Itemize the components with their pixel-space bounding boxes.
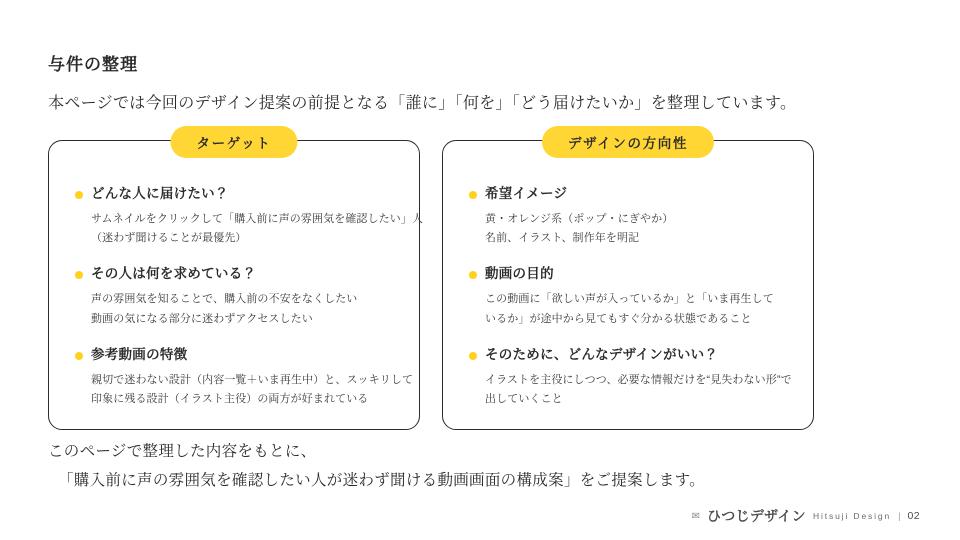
page-title: 与件の整理	[48, 55, 139, 74]
bullet-icon	[469, 271, 477, 279]
closing-text	[48, 438, 705, 495]
block-title: そのために、どんなデザインがいい？	[485, 346, 719, 362]
block-body-line: 声の雰囲気を知ることで、購入前の不安をなくしたい	[91, 293, 358, 306]
block-direction-3	[469, 346, 792, 409]
block-title: 動画の目的	[485, 266, 554, 282]
bullet-icon	[75, 352, 83, 360]
block-target-3	[75, 346, 414, 409]
block-body-line: 出していくこと	[485, 392, 563, 405]
logo-icon: ✉	[691, 510, 700, 522]
card-label-direction: デザインの方向性	[542, 126, 714, 158]
bullet-icon	[75, 191, 83, 199]
closing-line-1: このページで整理した内容をもとに、	[48, 443, 317, 460]
block-body	[485, 210, 787, 249]
block-body-line: 名前、イラスト、制作年を明記	[485, 232, 640, 245]
block-title: どんな人に届けたい？	[91, 186, 229, 201]
block-body	[91, 290, 393, 329]
block-body-line: イラストを主役にしつつ、必要な情報だけを“見失わない形”で	[485, 373, 792, 386]
card-container	[48, 136, 912, 430]
block-body-line: 動画の気になる部分に迷わずアクセスしたい	[91, 312, 313, 325]
footer-separator: |	[898, 511, 901, 521]
bullet-icon	[469, 352, 477, 360]
footer	[692, 506, 920, 526]
block-body-line: 印象に残る設計（イラスト主役）の両方が好まれている	[91, 392, 369, 405]
block-body-line: いるか」が途中から見てもすぐ分かる状態であること	[485, 312, 752, 325]
lead-paragraph: 本ページでは今回のデザイン提案の前提となる「誰に」「何を」「どう届けたいか」を整理しています。	[48, 95, 797, 112]
footer-subtitle: Hitsuji Design	[812, 511, 892, 521]
bullet-icon	[469, 191, 477, 199]
block-body	[91, 210, 424, 249]
block-head	[469, 185, 787, 204]
block-title: 希望イメージ	[485, 186, 568, 201]
card-target	[48, 136, 424, 430]
block-body	[91, 371, 414, 410]
closing-line-2: 「購入前に声の雰囲気を確認したい人が迷わず聞ける動画画面の構成案」をご提案します。	[58, 471, 705, 489]
block-direction-2	[469, 265, 787, 328]
block-body	[485, 371, 792, 410]
block-body	[485, 290, 787, 329]
block-head	[75, 185, 393, 204]
block-body-line: （迷わず聞けることが最優先）	[91, 232, 247, 245]
block-body-line: 親切で迷わない設計（内容一覧＋いま再生中）と、スッキリして	[91, 373, 414, 386]
card-direction	[442, 136, 814, 430]
block-head	[469, 346, 787, 365]
footer-brand: ひつじデザイン	[706, 508, 806, 524]
block-body-line: 黄・オレンジ系（ポップ・にぎやか）	[485, 212, 674, 225]
block-body-line: この動画に「欲しい声が入っているか」と「いま再生して	[485, 293, 774, 306]
bullet-icon	[75, 271, 83, 279]
block-head	[75, 265, 393, 284]
page-number: 02	[907, 510, 920, 522]
card-label-target: ターゲット	[170, 126, 297, 158]
block-head	[469, 265, 787, 284]
block-target-1	[75, 185, 424, 248]
block-title: その人は何を求めている？	[91, 266, 257, 282]
block-title: 参考動画の特徴	[91, 346, 188, 362]
block-target-2	[75, 265, 393, 328]
block-direction-1	[469, 185, 787, 248]
block-head	[75, 346, 393, 365]
block-body-line: サムネイルをクリックして「購入前に声の雰囲気を確認したい」人	[91, 212, 424, 225]
